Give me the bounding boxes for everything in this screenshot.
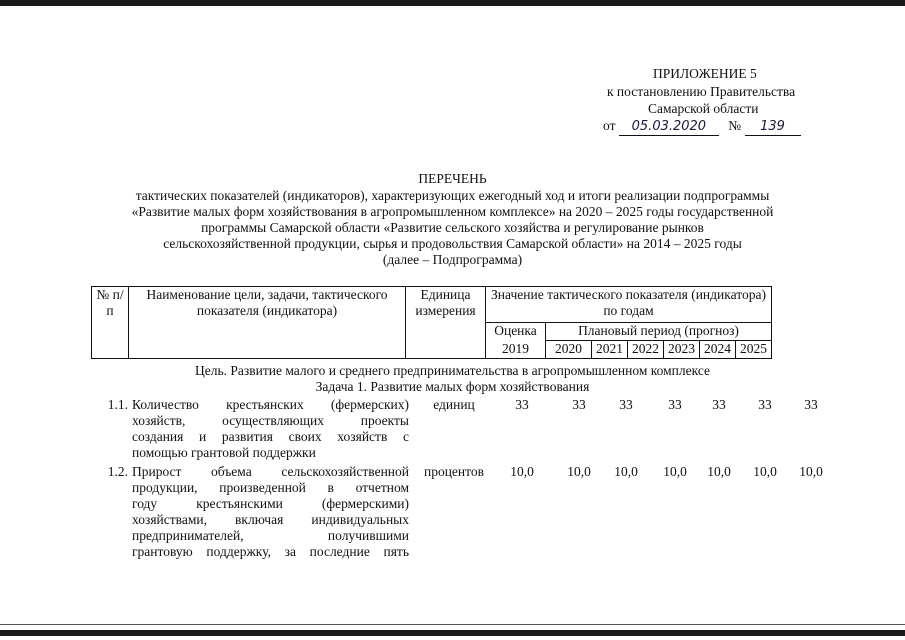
handwritten-date: 05.03.2020 [619,119,719,136]
number-prefix: № [728,118,742,133]
row-number: 1.1. [107,397,128,412]
task-heading: Задача 1. Развитие малых форм хозяйствования [315,379,590,394]
header-year: 2022 [628,341,664,359]
row-value: 10,0 [510,464,534,479]
goal-heading: Цель. Развитие малого и среднего предпринимательства в агропромышленном комплексе [195,363,710,378]
header-plan: Плановый период (прогноз) [546,323,772,341]
appendix-label: ПРИЛОЖЕНИЕ 5 [653,66,757,81]
header-year: 2020 [546,341,592,359]
row-value: 33 [668,397,682,412]
row-name [132,397,409,461]
scan-bottom-edge [0,630,905,636]
row-name [132,464,409,560]
title-line: программы Самарской области «Развитие сельского хозяйства и регулирование рынков [201,220,704,235]
row-name-line: создания и развития своих хозяйств с [132,429,409,444]
date-prefix: от [603,118,616,133]
header-year: 2023 [664,341,700,359]
row-name-line: продукции, произведенной в отчетном [132,480,409,495]
row-name-line: Прирост объема сельскохозяйственной [132,464,409,479]
row-unit: процентов [423,464,484,479]
scan-top-edge [0,0,905,6]
row-value: 10,0 [753,464,777,479]
row-name-line: году крестьянскими (фермерскими) [132,496,409,511]
header-year: 2019 [486,341,546,359]
header-value: Значение тактического показателя (индикатора) по годам [486,287,772,323]
row-number: 1.2. [107,464,128,479]
region-line: Самарской области [648,101,759,116]
title-line: тактических показателей (индикаторов), характеризующих ежегодный ход и итоги реализации подпрограммы [135,188,770,203]
row-value: 10,0 [799,464,823,479]
header-year: 2025 [736,341,772,359]
document-title [0,171,905,187]
row-value: 33 [758,397,772,412]
row-name-line: грантовую поддержку, за последние пять [132,544,409,559]
row-unit: единиц [433,397,475,412]
row-value: 10,0 [707,464,731,479]
title-line: «Развитие малых форм хозяйствования в агропромышленном комплексе» на 2020 – 2025 годы государственной [131,204,774,219]
title-line: сельскохозяйственной продукции, сырья и продовольствия Самарской области» на 2014 – 2025 годы [163,236,742,251]
resolution-line: к постановлению Правительства [607,84,796,99]
row-name-line: хозяйств, осуществляющих проекты [132,413,409,428]
title-description [0,188,905,268]
row-value: 10,0 [567,464,591,479]
scan-bottom-line [0,624,905,625]
row-value: 33 [619,397,633,412]
row-value: 33 [515,397,529,412]
row-name-line: предпринимателей, получившими [132,528,409,543]
title-heading: ПЕРЕЧЕНЬ [418,171,487,186]
header-year: 2024 [700,341,736,359]
row-value: 10,0 [614,464,638,479]
row-value: 33 [712,397,726,412]
header-name: Наименование цели, задачи, тактического показателя (индикатора) [129,287,406,359]
row-name-line: Количество крестьянских (фермерских) [132,397,409,412]
header-num: № п/п [92,287,129,359]
row-name-line: хозяйствами, включая индивидуальных [132,512,409,527]
handwritten-number: 139 [745,119,801,136]
header-year: 2021 [592,341,628,359]
indicators-table-header [91,286,772,359]
row-value: 33 [804,397,818,412]
header-estimate: Оценка [486,323,546,341]
date-number-line [603,118,801,136]
row-value: 10,0 [663,464,687,479]
row-name-line: помощью грантовой поддержки [132,445,316,460]
row-value: 33 [572,397,586,412]
title-line: (далее – Подпрограмма) [382,252,523,267]
header-unit: Единица измерения [406,287,486,359]
